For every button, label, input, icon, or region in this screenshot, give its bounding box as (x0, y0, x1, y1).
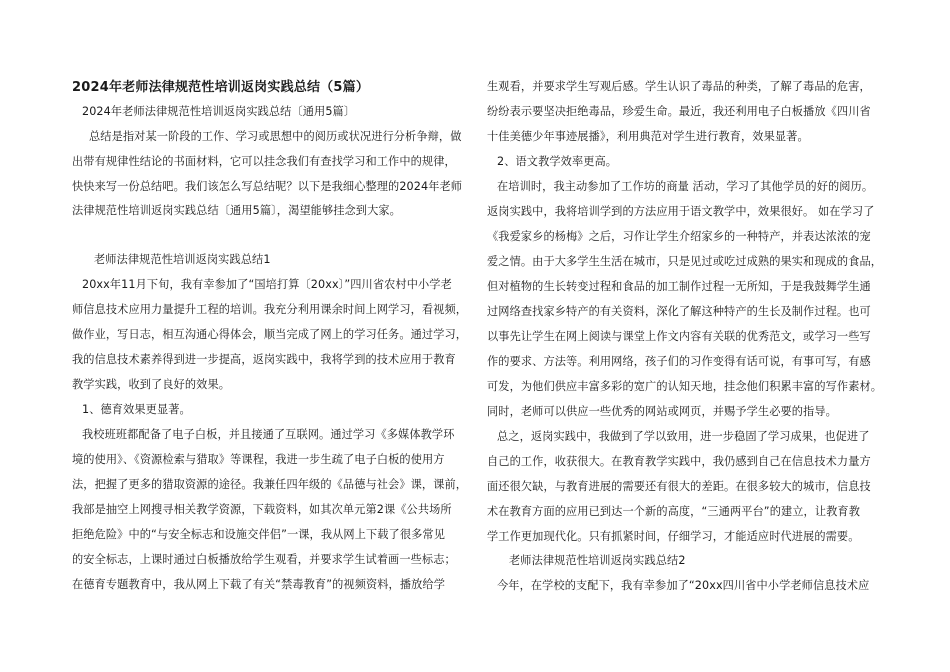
paragraph-line: 作的要求、方法等。利用网络，孩子们的习作变得有话可说，有事可写，有感 (487, 355, 871, 368)
paragraph-line: 今年，在学校的支配下，我有幸参加了“20xx四川省中小学老师信息技术应 (497, 579, 870, 592)
paragraph-line: 的安全标志，上课时通过白板播放给学生观看，并要求学生试着画一些标志； (72, 553, 456, 566)
paragraph-line: 出带有规律性结论的书面材料，它可以挂念我们有查找学习和工作中的规律， (72, 155, 456, 168)
subheading: 1、德育效果更显著。 (82, 403, 191, 416)
section-heading: 老师法律规范性培训返岗实践总结2 (509, 554, 686, 567)
paragraph-line: 我的信息技术素养得到进一步提高，返岗实践中，我将学到的技术应用于教育 (72, 353, 456, 366)
paragraph-line: 法律规范性培训返岗实践总结〔通用5篇〕，渴望能够挂念到大家。 (72, 204, 401, 217)
paragraph-line: 境的使用》、《资源检索与猎取》等课程，我进一步生疏了电子白板的使用方 (72, 453, 445, 466)
subheading: 2、语文教学效率更高。 (497, 155, 618, 168)
paragraph-line: 拒绝危险》中的“与安全标志和设施交伴侣”一课，我从网上下载了很多常见 (72, 528, 445, 541)
paragraph-line: 学工作更加现代化。只有抓紧时间，仔细学习，才能适应时代进展的需要。 (487, 530, 860, 543)
paragraph-line: 面还很欠缺，与教育进展的需要还有很大的差距。在很多较大的城市，信息技 (487, 480, 871, 493)
paragraph-line: 过网络查找家乡特产的有关资料，深化了解这种特产的生长及制作过程。也可 (487, 305, 871, 318)
paragraph-line: 以事先让学生在网上阅读与课堂上作文内容有关联的优秀范文，或学习一些写 (487, 330, 871, 343)
paragraph-line: 自己的工作，收获很大。在教育教学实践中，我仍感到自己在信息技术力量方 (487, 455, 871, 468)
document-title: 2024年老师法律规范性培训返岗实践总结（5篇） (72, 80, 370, 95)
paragraph-line: 可发，为他们供应丰富多彩的宽广的认知天地，挂念他们积累丰富的写作素材。 (487, 380, 883, 393)
paragraph-line: 纷纷表示要坚决拒绝毒品，珍爱生命。最近，我还利用电子白板播放《四川省 (487, 105, 871, 118)
paragraph-line: 返岗实践中，我将培训学到的方法应用于语文教学中，效果很好。 如在学习了 (487, 205, 875, 218)
paragraph-line: 总之，返岗实践中，我做到了学以致用，进一步稳固了学习成果，也促进了 (497, 430, 870, 443)
section-heading: 老师法律规范性培训返岗实践总结1 (94, 253, 271, 266)
paragraph-line: 在德育专题教育中，我从网上下载了有关“禁毒教育”的视频资料，播放给学 (72, 578, 445, 591)
paragraph-line: 我部是抽空上网搜寻相关教学资源，下载资料，如其次单元第2课《公共场所 (72, 503, 452, 516)
paragraph-line: 我校班班都配备了电子白板，并且接通了互联网。通过学习《多媒体教学环 (82, 428, 455, 441)
paragraph-line: 快快来写一份总结吧。我们该怎么写总结呢？以下是我细心整理的2024年老师 (72, 180, 463, 193)
paragraph-line: 总结是指对某一阶段的工作、学习或思想中的阅历或状况进行分析争辩，做 (89, 130, 462, 143)
paragraph-line: 20xx年11月下旬，我有幸参加了“国培打算〔20xx〕”四川省农村中小学老 (82, 278, 452, 291)
paragraph-line: 法，把握了更多的猎取资源的途径。我兼任四年级的《品德与社会》课，课前， (72, 478, 468, 491)
paragraph-line: 教学实践，收到了良好的效果。 (72, 378, 231, 391)
paragraph-line: 在培训时，我主动参加了工作坊的商量 活动，学习了其他学员的好的阅历。 (497, 180, 874, 193)
subtitle: 2024年老师法律规范性培训返岗实践总结〔通用5篇〕 (82, 105, 356, 118)
paragraph-line: 师信息技术应用力量提升工程的培训。我充分利用课余时间上网学习，看视频， (72, 303, 468, 316)
paragraph-line: 《我爱家乡的杨梅》之后，习作让学生介绍家乡的一种特产，并表达浓浓的宠 (487, 230, 871, 243)
paragraph-line: 生观看，并要求学生写观后感。学生认识了毒品的种类，了解了毒品的危害， (487, 80, 871, 93)
paragraph-line: 术在教育方面的应用已到达一个新的高度，“三通两平台”的建立，让教育教 (487, 505, 860, 518)
paragraph-line: 做作业，写日志，相互沟通心得体会，顺当完成了网上的学习任务。通过学习， (72, 328, 468, 341)
paragraph-line: 十佳美德少年事迹展播》，利用典范对学生进行教育，效果显著。 (487, 130, 809, 143)
paragraph-line: 爱之情。由于大多学生生活在城市，只是见过或吃过成熟的果实和现成的食品， (487, 255, 883, 268)
paragraph-line: 但对植物的生长转变过程和食品的加工制作过程一无所知，于是我鼓舞学生通 (487, 280, 871, 293)
paragraph-line: 同时，老师可以供应一些优秀的网站或网页，并赐予学生必要的指导。 (487, 405, 837, 418)
